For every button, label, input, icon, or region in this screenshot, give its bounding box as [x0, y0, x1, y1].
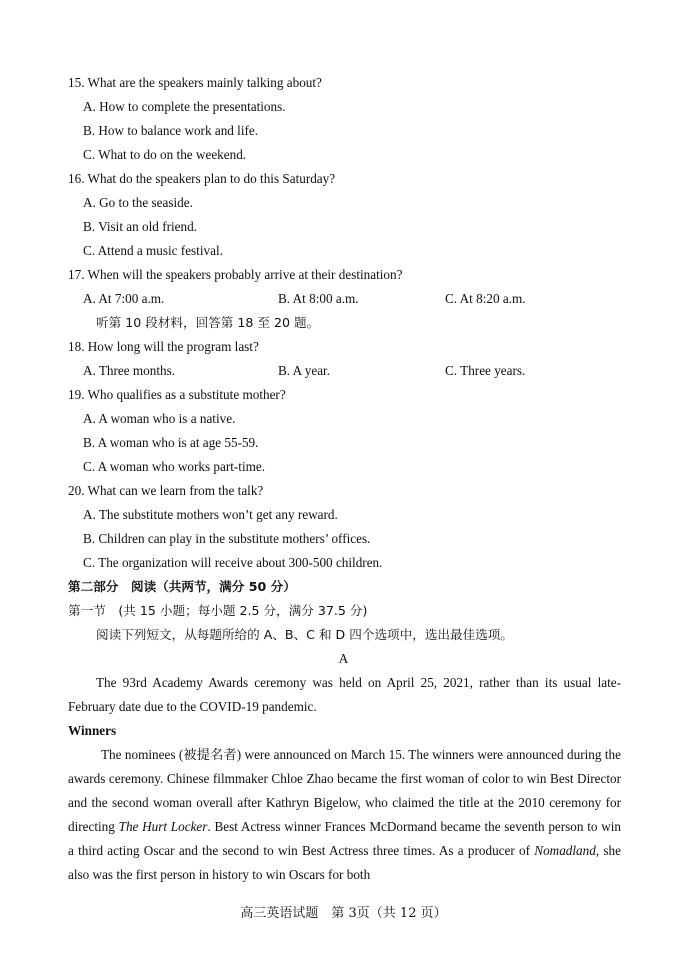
passage-paragraph-1: The 93rd Academy Awards ceremony was held on April 25, 2021, rather than its usual late-February date due to the COVID-19 pandemic.	[68, 675, 621, 714]
listening-instruction-10: 听第 10 段材料，回答第 18 至 20 题。	[96, 315, 320, 330]
question-20-option-b: B. Children can play in the substitute mothers’ offices.	[83, 531, 371, 546]
question-18-option-b: B. A year.	[278, 363, 331, 378]
paragraph-2-text-2: . Best Actress winner Frances McDormand became the seventh person to win a third acting Oscar and the second to win Best Actress three times. As a producer of	[68, 819, 621, 858]
question-16-stem: 16. What do the speakers plan to do this Saturday?	[68, 171, 336, 186]
question-17-option-a: A. At 7:00 a.m.	[83, 291, 165, 306]
question-19-option-c: C. A woman who works part-time.	[83, 459, 266, 474]
question-17-option-b: B. At 8:00 a.m.	[278, 291, 359, 306]
question-20-option-c: C. The organization will receive about 300-500 children.	[83, 555, 383, 570]
passage-paragraph-2	[68, 743, 621, 887]
question-16-option-a: A. Go to the seaside.	[83, 195, 193, 210]
question-20-stem: 20. What can we learn from the talk?	[68, 483, 264, 498]
paragraph-2-text-1: The nominees (被提名者) were announced on March 15. The winners were announced during the awards ceremony. Chinese filmmaker Chloe Zhao became the first woman of color to win Best Director and the second woman overall after Kathryn Bigelow, who claimed the title at the 2010 ceremony for directing	[68, 747, 621, 834]
question-18-option-a: A. Three months.	[83, 363, 176, 378]
question-18-option-c: C. Three years.	[445, 363, 526, 378]
question-16-option-b: B. Visit an old friend.	[83, 219, 197, 234]
question-18-stem: 18. How long will the program last?	[68, 339, 259, 354]
passage-label: A	[338, 651, 349, 666]
question-15-option-a: A. How to complete the presentations.	[83, 99, 286, 114]
question-15-option-c: C. What to do on the weekend.	[83, 147, 247, 162]
paragraph-2-text-3: , she also was the first person in history to win Oscars for both	[68, 843, 621, 882]
section1-heading: 第一节 (共 15 小题；每小题 2.5 分，满分 37.5 分)	[68, 603, 368, 618]
question-15-option-b: B. How to balance work and life.	[83, 123, 259, 138]
question-17-stem: 17. When will the speakers probably arrive at their destination?	[68, 267, 403, 282]
film-title-nomadland: Nomadland	[534, 843, 596, 858]
question-19-option-a: A. A woman who is a native.	[83, 411, 236, 426]
question-20-option-a: A. The substitute mothers won’t get any reward.	[83, 507, 338, 522]
reading-instruction: 阅读下列短文，从每题所给的 A、B、C 和 D 四个选项中，选出最佳选项。	[96, 627, 513, 642]
question-16-option-c: C. Attend a music festival.	[83, 243, 223, 258]
film-title-hurt-locker: The Hurt Locker	[118, 819, 208, 834]
question-17-option-c: C. At 8:20 a.m.	[445, 291, 526, 306]
question-15-stem: 15. What are the speakers mainly talking about?	[68, 75, 322, 90]
winners-heading: Winners	[68, 723, 117, 738]
part2-heading: 第二部分 阅读（共两节，满分 50 分）	[68, 579, 296, 594]
page-footer: 高三英语试题 第 3页（共 12 页）	[240, 906, 447, 921]
question-19-stem: 19. Who qualifies as a substitute mother?	[68, 387, 286, 402]
question-19-option-b: B. A woman who is at age 55-59.	[83, 435, 259, 450]
